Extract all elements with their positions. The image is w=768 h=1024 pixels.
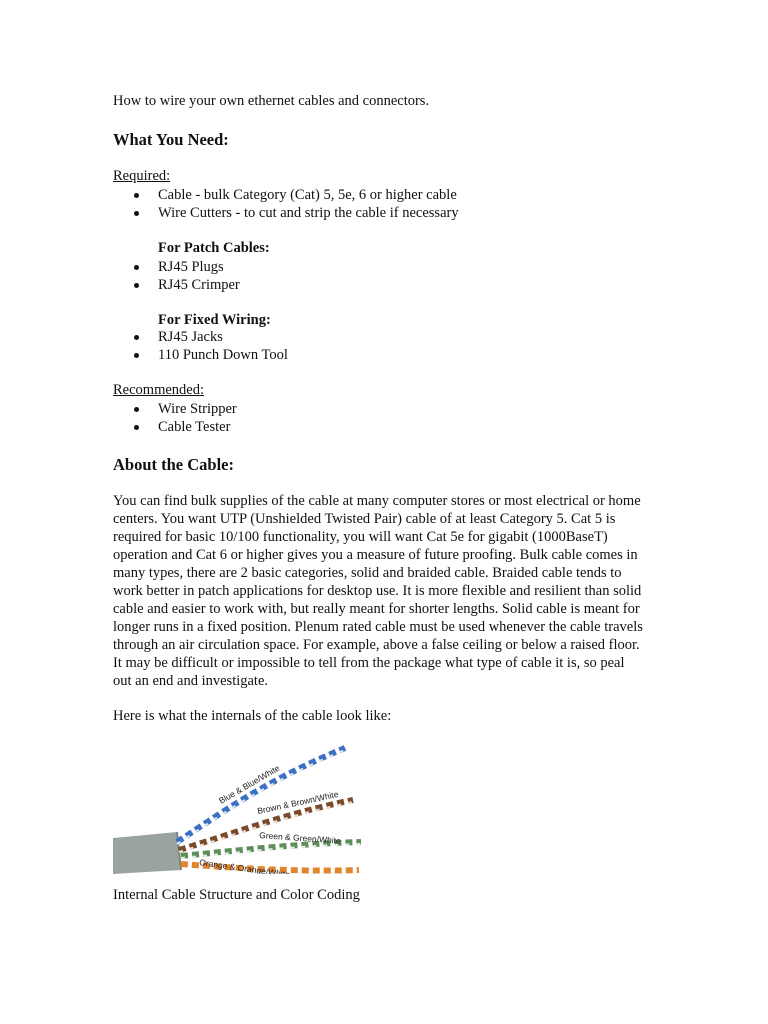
- figure-caption: Internal Cable Structure and Color Coding: [113, 887, 360, 903]
- list-item: RJ45 Crimper: [113, 276, 240, 294]
- list-item: Wire Stripper: [113, 400, 237, 418]
- recommended-label: Recommended:: [113, 382, 205, 398]
- list-item: Wire Cutters - to cut and strip the cable if necessary: [113, 204, 459, 222]
- patch-cables-list: [113, 258, 240, 294]
- patch-cables-heading: For Patch Cables:: [158, 240, 270, 256]
- list-item: Cable Tester: [113, 418, 237, 436]
- required-label: Required:: [113, 168, 171, 184]
- list-item: RJ45 Plugs: [113, 258, 240, 276]
- fixed-wiring-heading: For Fixed Wiring:: [158, 312, 271, 328]
- list-item: Cable - bulk Category (Cat) 5, 5e, 6 or higher cable: [113, 186, 459, 204]
- blue-pair-label: Blue & Blue/White: [217, 762, 282, 806]
- cable-structure-figure: [113, 742, 363, 874]
- list-item: RJ45 Jacks: [113, 328, 288, 346]
- green-pair-label: Green & Green/White: [258, 830, 342, 846]
- fixed-wiring-list: [113, 328, 288, 364]
- brown-pair-label: Brown & Brown/White: [256, 788, 340, 816]
- about-cable-heading: About the Cable:: [113, 455, 235, 474]
- cable-illustration: [113, 742, 363, 874]
- about-cable-paragraph: You can find bulk supplies of the cable at many computer stores or most electrical or home centers. You want UTP (Unshielded Twisted Pair) cable of at least Category 5. Cat 5 is required for basic 10/100 functionality, you will want Cat 5e for gigabit (1000BaseT) operation and Cat 6 or higher gives you a measure of future proofing. Bulk cable comes in many types, there are 2 basic categories, solid and braided cable. Braided cable tends to work better in patch applications for desktop use. It is more flexible and resilient than solid cable and easier to work with, but really meant for shorter lengths. Solid cable is meant for longer runs in a fixed position. Plenum rated cable must be used whenever the cable travels through an air circulation space. For example, above a false ceiling or below a raised floor. It may be difficult or impossible to tell from the package what type of cable it is, so peal out an end and investigate.: [113, 493, 643, 689]
- cable-jacket: [113, 832, 181, 874]
- what-you-need-heading: What You Need:: [113, 130, 229, 149]
- list-item: 110 Punch Down Tool: [113, 346, 288, 364]
- internals-intro-text: Here is what the internals of the cable look like:: [113, 708, 392, 724]
- required-list: [113, 186, 459, 222]
- recommended-list: [113, 400, 237, 436]
- intro-text: How to wire your own ethernet cables and connectors.: [113, 93, 430, 109]
- orange-pair-label: Orange & Orange/White: [198, 857, 291, 874]
